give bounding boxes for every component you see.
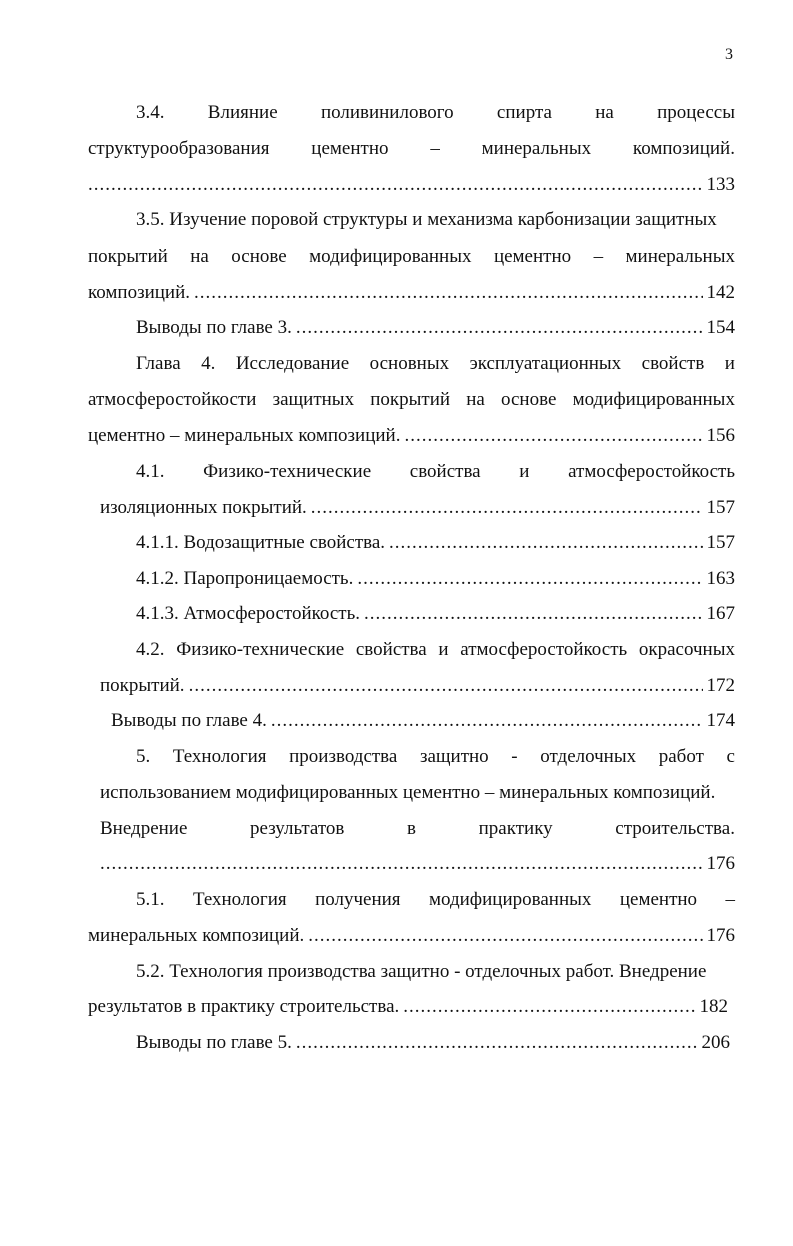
page-number: 3	[725, 46, 733, 63]
page-ref: 163	[706, 568, 735, 589]
toc-entry-4-1-leader: изоляционных покрытий. ..... 157	[100, 497, 735, 519]
toc-entry-chapter-5-line1: 5. Технология производства защитно - отделочных работ с	[136, 746, 735, 767]
page-ref: 156	[706, 425, 735, 446]
page-ref: 167	[706, 603, 735, 624]
toc-entry-chapter-5-line3: Внедрение результатов в практику строительства.	[100, 818, 735, 839]
toc-entry-4-1-3: 4.1.3. Атмосферостойкость. ..... 167	[136, 603, 735, 625]
toc-entry-5-2-leader: результатов в практику строительства. ..... 182	[88, 996, 728, 1018]
toc-entry-chapter-4-line2: атмосферостойкости защитных покрытий на основе модифицированных	[88, 389, 735, 410]
page-ref: 157	[706, 532, 735, 553]
toc-entry-3-4-line2: структурообразования цементно – минеральных композиций.	[88, 138, 735, 159]
page-ref: 133	[706, 174, 735, 195]
toc-entry-4-1-1: 4.1.1. Водозащитные свойства. ..... 157	[136, 532, 735, 554]
toc-entry-3-5-line2: покрытий на основе модифицированных цементно – минеральных	[88, 246, 735, 267]
page-ref: 206	[701, 1032, 730, 1053]
toc-entry-5-2-line1: 5.2. Технология производства защитно - отделочных работ. Внедрение	[136, 961, 707, 982]
toc-entry-4-1-line1: 4.1. Физико-технические свойства и атмосферостойкость	[136, 461, 735, 482]
page-ref: 154	[706, 317, 735, 338]
toc-entry-5-1-leader: минеральных композиций. ..... 176	[88, 925, 735, 947]
toc-entry-4-1-2: 4.1.2. Паропроницаемость. ..... 163	[136, 568, 735, 590]
toc-entry-4-2-line1: 4.2. Физико-технические свойства и атмосферостойкость окрасочных	[136, 639, 735, 660]
page-ref: 172	[706, 675, 735, 696]
page-ref: 176	[706, 925, 735, 946]
page-ref: 182	[699, 996, 728, 1017]
toc-entry-chapter-4-leader: цементно – минеральных композиций. ..... 156	[88, 425, 735, 447]
toc-entry-3-4-leader	[88, 174, 735, 196]
toc-entry-chapter-4-line1: Глава 4. Исследование основных эксплуатационных свойств и	[136, 353, 735, 374]
page-ref: 176	[706, 853, 735, 874]
toc-entry-chapter-5-line2: использованием модифицированных цементно – минеральных композиций.	[100, 782, 716, 803]
page-ref: 142	[706, 282, 735, 303]
page-ref: 174	[706, 710, 735, 731]
toc-entry-conclusions-5: Выводы по главе 5. ..... 206	[136, 1032, 730, 1054]
toc-entry-3-5-line1: 3.5. Изучение поровой структуры и механизма карбонизации защитных	[136, 209, 717, 230]
toc-entry-4-2-leader: покрытий. ..... 172	[100, 675, 735, 697]
toc-entry-conclusions-3: Выводы по главе 3. ..... 154	[136, 317, 735, 339]
toc-entry-5-1-line1: 5.1. Технология получения модифицированных цементно –	[136, 889, 735, 910]
toc-entry-chapter-5-leader	[100, 853, 735, 875]
toc-entry-3-5-leader: композиций. ..... 142	[88, 282, 735, 304]
page-ref: 157	[706, 497, 735, 518]
toc-entry-3-4-line1: 3.4. Влияние поливинилового спирта на процессы	[136, 102, 735, 123]
toc-entry-conclusions-4: Выводы по главе 4. ..... 174	[111, 710, 735, 732]
